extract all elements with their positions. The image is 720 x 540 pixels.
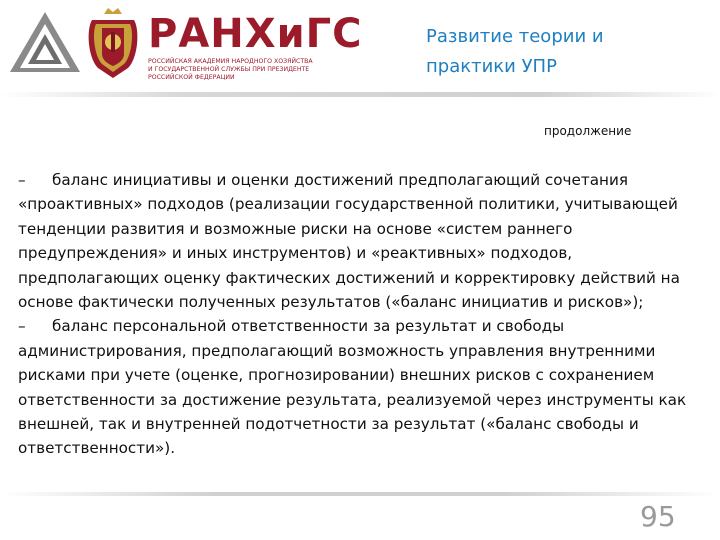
brand-name: РАНХиГС [148,11,363,57]
list-item-text: баланс персональной ответственности за результат и свободы администрирования, предполагающий возможность управления внутренними рисками при учете (оценке, прогнозировании) внешних рисков с сохранением ответственности за достижение результата, реализуемой через инструменты как внешней, так и внутренней подотчетности за результат («баланс свободы и ответственности»). [18,317,687,458]
list-bullet: – [18,317,26,336]
list-bullet: – [18,171,26,189]
page-number: 95 [640,500,676,533]
list-item-text: баланс инициативы и оценки достижений предполагающий сочетания «проактивных» подходов (реализации государственной политики, учитывающей тенденции развития и возможные риски на основе «систем раннего предупреждения» и иных инструментов) и «реактивных» подходов, предполагающих оценку фактических достижений и корректировку действий на основе фактически полученных результатов («баланс инициатив и рисков»); [18,171,680,312]
slide-content [18,168,698,461]
list-item [18,314,698,460]
slide-header [0,0,720,92]
brand-subtitle: РОССИЙСКАЯ АКАДЕМИЯ НАРОДНОГО ХОЗЯЙСТВА И ГОСУДАРСТВЕННОЙ СЛУЖБЫ ПРИ ПРЕЗИДЕНТЕ РОССИЙСКОЙ ФЕДЕРАЦИИ [148,58,313,81]
continued-label: продолжение [544,124,632,138]
slide-title: Развитие теории и практики УПР [426,26,604,77]
header-divider [0,92,720,97]
brand-block [148,11,363,82]
academy-emblem-icon [84,6,142,82]
footer-divider [0,492,720,496]
triangle-logo-icon [8,10,82,74]
list-item [18,168,698,314]
